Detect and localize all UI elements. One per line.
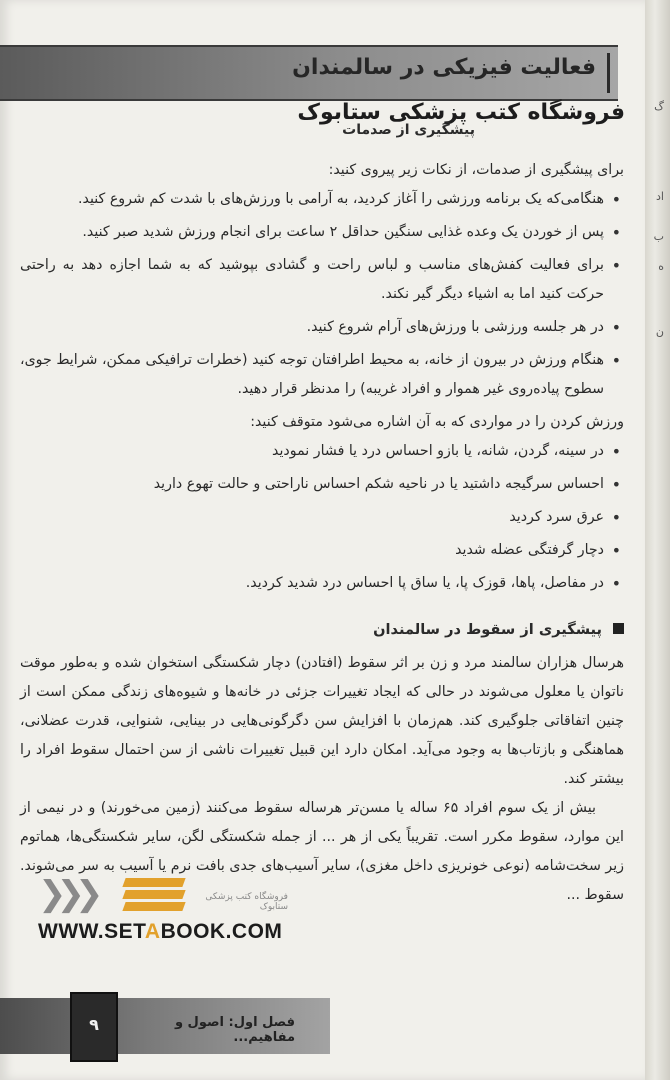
edge-glyph: اد (656, 190, 664, 203)
falls-paragraph-2: بیش از یک سوم افراد ۶۵ ساله یا مسن‌تر هرساله سقوط می‌کنند (زمین می‌خورند) و در نیمی از این موارد، سقوط مکرر است. تقریباً یکی از هر ... از جمله شکستگی لگن، سایر شکستگی‌ها، هماتوم زیر سخت‌شامه (نوعی خونریزی داخل مغزی)، سایر آسیب‌های جدی بافت نرم یا آسیب به سر می‌شوند. سقوط ... (20, 800, 624, 903)
edge-glyph: ب (653, 230, 664, 243)
list-item: • هنگامی‌که یک برنامه ورزشی را آغاز کردید، به آرامی با ورزش‌های با شدت کم شروع کنید. (20, 185, 604, 214)
section-title: پیشگیری از صدمات (342, 122, 475, 138)
setabook-logo (38, 874, 288, 946)
list-item: • در مفاصل، پاها، قوزک پا، یا ساق پا احساس درد شدید کردید. (20, 569, 604, 598)
list-item: • پس از خوردن یک وعده غذایی سنگین حداقل ۲ ساعت برای انجام ورزش شدید صبر کنید. (20, 218, 604, 247)
page-number: ۹ (70, 992, 118, 1062)
list-item: • احساس سرگیجه داشتید یا در ناحیه شکم احساس ناراحتی و حالت تهوع دارید (20, 470, 604, 499)
list-item: • دچار گرفتگی عضله شدید (20, 536, 604, 565)
intro-paragraph: برای پیشگیری از صدمات، از نکات زیر پیروی کنید: (328, 162, 624, 178)
edge-glyph: ن (655, 325, 664, 338)
falls-heading-text: پیشگیری از سقوط در سالمندان (373, 621, 602, 638)
chevrons-icon: ❯❯❯ (38, 874, 94, 914)
logo-url: WWW.SETABOOK.COM (38, 920, 283, 943)
falls-heading (20, 615, 624, 644)
header-divider (607, 53, 610, 93)
stop-list (20, 437, 624, 598)
falls-paragraph-1: هرسال هزاران سالمند مرد و زن بر اثر سقوط (افتادن) دچار شکستگی استخوان شده و به‌طور موقت ناتوان یا معلول می‌شوند در حالی که ایجاد تغییرات جزئی در خانه‌ها و شیوه‌های زندگی ممکن است از چنین اتفاقاتی جلوگیری کند. هم‌زمان با افزایش سن دگرگونی‌هایی در بینایی، شنوایی، قدرت عضلانی، هماهنگی و بازتاب‌ها به وجود می‌آید. امکان دارد این قبیل تغییرات ناشی از سن احتمال سقوط افراد را بیشتر کند. (20, 655, 624, 787)
stacked-bars-logo-icon (124, 878, 184, 912)
footer-chapter-title: فصل اول: اصول و مفاهیم... (174, 1015, 295, 1045)
edge-glyph: ه (658, 260, 664, 273)
list-item: • برای فعالیت کفش‌های مناسب و لباس راحت و گشادی بپوشید که به شما اجازه دهد به راحتی حرکت کنید اما به اشیاء دیگر گیر نکند. (20, 251, 604, 309)
chapter-title: فعالیت فیزیکی در سالمندان (292, 55, 596, 80)
list-item: • در هر جلسه ورزشی با ورزش‌های آرام شروع کنید. (20, 313, 604, 342)
prevention-list (20, 185, 624, 404)
list-item: • عرق سرد کردید (20, 503, 604, 532)
logo-subtitle: فروشگاه کتب پزشکی ستابوک (205, 892, 288, 912)
stop-intro-paragraph: ورزش کردن را در مواردی که به آن اشاره می‌شود متوقف کنید: (250, 414, 624, 430)
next-page-edge (645, 0, 670, 1080)
list-item: • هنگام ورزش در بیرون از خانه، به محیط اطرافتان توجه کنید (خطرات ترافیکی ممکن، شرایط جوی، سطوح پیاده‌روی غیر هموار و افراد غریبه) را مدنظر قرار دهید. (20, 346, 604, 404)
list-item: • در سینه، گردن، شانه، یا بازو احساس درد یا فشار نمودید (20, 437, 604, 466)
square-bullet-icon (613, 623, 624, 634)
chapter-header-band (0, 45, 618, 101)
page-body (20, 156, 624, 910)
edge-glyph: گ (654, 100, 664, 113)
store-watermark: فروشگاه کتب پزشکی ستابوک (297, 100, 625, 125)
